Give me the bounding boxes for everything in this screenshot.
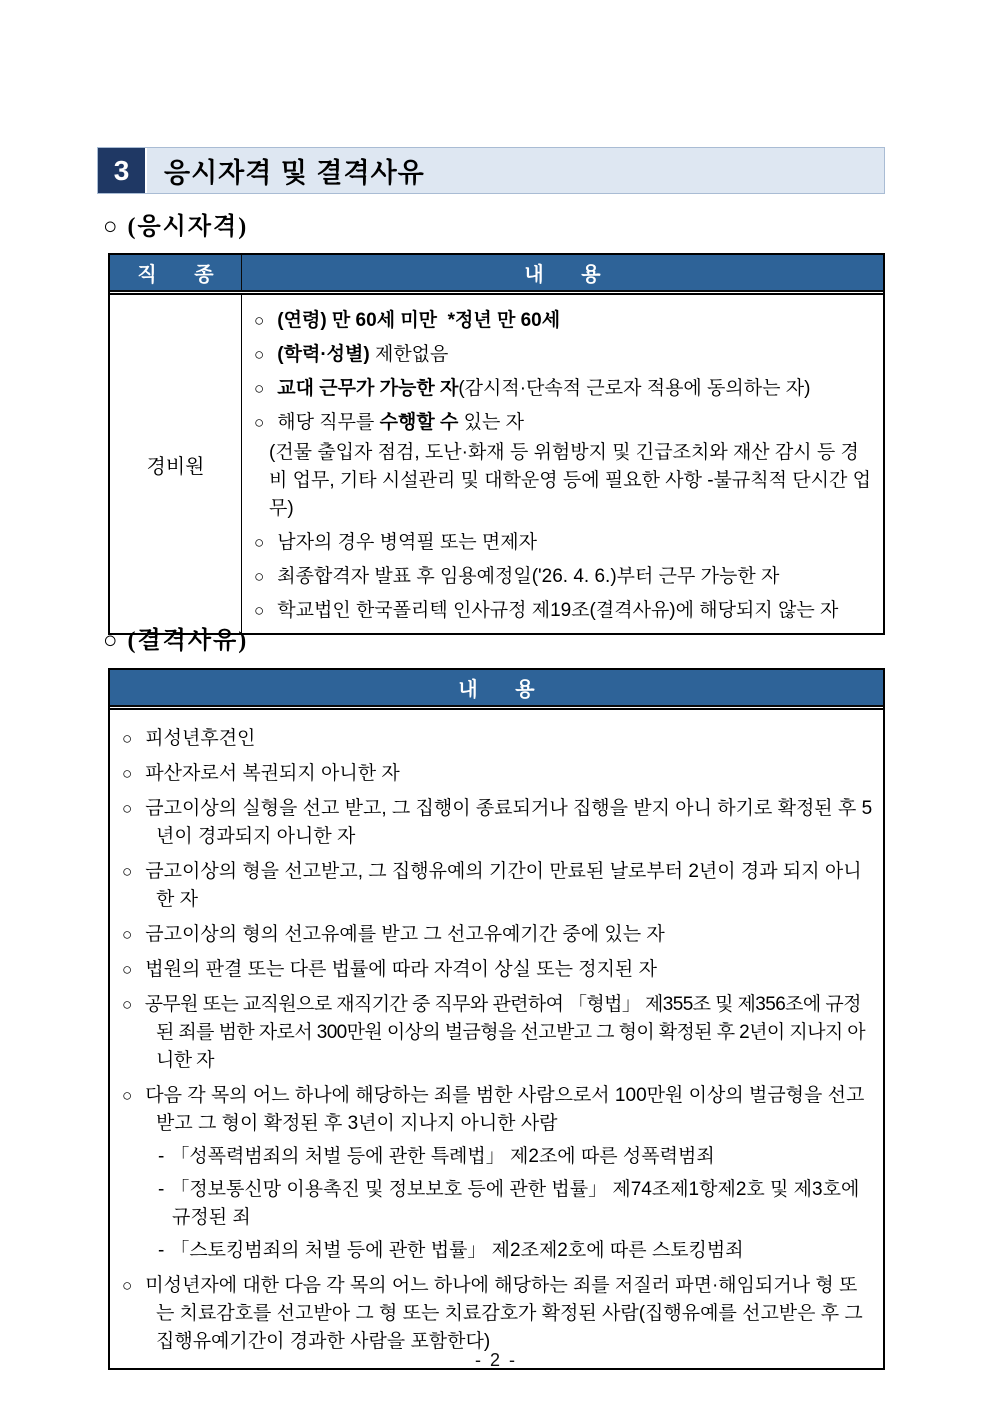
dash-bullet-icon: - xyxy=(158,1240,165,1261)
requirement-item xyxy=(254,341,877,369)
disqualification-text: 「정보통신망 이용촉진 및 정보보호 등에 관한 법률」 제74조제1항제2호 및 제3호에 규정된 죄 xyxy=(170,1179,865,1228)
circle-bullet-icon: ○ xyxy=(254,345,265,364)
disqualification-table xyxy=(108,668,885,1370)
circle-bullet-icon: ○ xyxy=(254,533,265,552)
disqualification-text: 다음 각 목의 어느 하나에 해당하는 죄를 범한 사람으로서 100만원 이상의 벌금형을 선고받고 그 형이 확정된 후 3년이 지나지 아니한 사람 xyxy=(145,1085,865,1134)
requirement-text-bold: 교대 근무가 가능한 자 xyxy=(277,378,459,399)
disqualification-text: 피성년후견인 xyxy=(145,728,256,749)
header-cell-content: 내 용 xyxy=(524,264,617,286)
section-banner xyxy=(97,147,885,194)
dash-bullet-icon: - xyxy=(158,1179,165,1200)
requirement-item xyxy=(254,375,877,403)
disqualification-subitem xyxy=(122,1143,873,1171)
requirement-text: (감시적·단속적 근로자 적용에 동의하는 자) xyxy=(458,378,811,399)
requirement-item xyxy=(254,597,877,625)
disqualification-heading: ○ (결격사유) xyxy=(103,628,249,654)
disqualification-text: 파산자로서 복권되지 아니한 자 xyxy=(145,763,400,784)
disqualification-subitem xyxy=(122,1237,873,1265)
circle-bullet-icon: ○ xyxy=(122,1276,133,1295)
disqualification-item xyxy=(122,795,873,851)
page-number: - 2 - xyxy=(474,1350,517,1370)
disqualification-item xyxy=(122,1082,873,1138)
requirement-text: 남자의 경우 병역필 또는 면제자 xyxy=(277,532,537,553)
header-cell-job-type: 직 종 xyxy=(110,255,242,290)
disqualification-item xyxy=(122,921,873,949)
requirement-item xyxy=(254,307,877,335)
requirement-text-bold: (학력·성별) xyxy=(277,344,370,365)
circle-bullet-icon: ○ xyxy=(122,862,133,881)
section-number-badge: 3 xyxy=(98,148,147,193)
disqualification-text: 공무원 또는 교직원으로 재직기간 중 직무와 관련하여 「형법」 제355조 및 제356조에 규정된 죄를 범한 자로서 300만원 이상의 벌금형을 선고받고 그 형이 확정된 후 2년이 지나지 아니한 자 xyxy=(144,994,866,1071)
disqualification-text: 「성폭력범죄의 처벌 등에 관한 특례법」 제2조에 따른 성폭력범죄 xyxy=(170,1146,715,1167)
circle-bullet-icon: ○ xyxy=(122,925,133,944)
circle-bullet-icon: ○ xyxy=(122,799,133,818)
disqualification-item xyxy=(122,956,873,984)
requirement-item xyxy=(254,563,877,591)
eligibility-table-body xyxy=(110,295,883,633)
disqualification-text: 금고이상의 형의 선고유예를 받고 그 선고유예기간 중에 있는 자 xyxy=(145,924,665,945)
eligibility-content-cell xyxy=(242,295,883,633)
requirement-text: 해당 직무를 xyxy=(277,412,380,433)
requirement-text: 제한없음 xyxy=(369,344,449,365)
disqualification-item xyxy=(122,725,873,753)
requirement-item xyxy=(254,529,877,557)
circle-bullet-icon: ○ xyxy=(122,764,133,783)
disqualification-item xyxy=(122,991,873,1075)
disqualification-text: 법원의 판결 또는 다른 법률에 따라 자격이 상실 또는 정지된 자 xyxy=(145,959,657,980)
job-type-cell: 경비원 xyxy=(110,295,242,633)
eligibility-table xyxy=(108,253,885,635)
circle-bullet-icon: ○ xyxy=(122,1086,133,1105)
disqualification-text: 금고이상의 실형을 선고 받고, 그 집행이 종료되거나 집행을 받지 아니 하기로 확정된 후 5년이 경과되지 아니한 자 xyxy=(145,798,873,847)
disqualification-item xyxy=(122,760,873,788)
requirement-text: 최종합격자 발표 후 임용예정일('26. 4. 6.)부터 근무 가능한 자 xyxy=(277,566,780,587)
circle-bullet-icon: ○ xyxy=(254,601,265,620)
requirement-text-bold: 수행할 수 xyxy=(379,412,459,433)
disqualification-item xyxy=(122,858,873,914)
disqualification-table-body xyxy=(110,710,883,1368)
circle-bullet-icon: ○ xyxy=(254,379,265,398)
requirement-text: 있는 자 xyxy=(458,412,524,433)
eligibility-heading: ○ (응시자격) xyxy=(103,214,249,240)
requirement-text: 학교법인 한국폴리텍 인사규정 제19조(결격사유)에 해당되지 않는 자 xyxy=(277,600,839,621)
disqualification-text: 「스토킹범죄의 처벌 등에 관한 법률」 제2조제2호에 따른 스토킹범죄 xyxy=(170,1240,744,1261)
circle-bullet-icon: ○ xyxy=(254,311,265,330)
circle-bullet-icon: ○ xyxy=(122,960,133,979)
disqualification-table-header-row xyxy=(110,670,883,707)
circle-bullet-icon: ○ xyxy=(122,995,132,1014)
requirement-item xyxy=(254,409,877,437)
disqualification-text: 미성년자에 대한 다음 각 목의 어느 하나에 해당하는 죄를 저질러 파면·해임되거나 형 또는 치료감호를 선고받아 그 형 또는 치료감호가 확정된 사람(집행유예를 선고받은 후 그 집행유예기간이 경과한 사람을 포함한다) xyxy=(145,1275,869,1352)
header-cell-content: 내 용 xyxy=(458,679,551,701)
circle-bullet-icon: ○ xyxy=(254,567,265,586)
dash-bullet-icon: - xyxy=(158,1146,165,1167)
disqualification-text: 금고이상의 형을 선고받고, 그 집행유예의 기간이 만료된 날로부터 2년이 경과 되지 아니한 자 xyxy=(145,861,862,910)
requirement-note: (건물 출입자 점검, 도난·화재 등 위험방지 및 긴급조치와 재산 감시 등 경비 업무, 기타 시설관리 및 대학운영 등에 필요한 사항 -불규칙적 단시간 업무) xyxy=(269,442,871,519)
circle-bullet-icon: ○ xyxy=(122,729,133,748)
disqualification-subitem xyxy=(122,1176,873,1232)
section-title: 응시자격 및 결격사유 xyxy=(164,158,425,188)
disqualification-item xyxy=(122,1272,873,1356)
eligibility-table-header-row xyxy=(110,255,883,292)
requirement-text-bold: (연령) 만 60세 미만 *정년 만 60세 xyxy=(277,310,561,331)
circle-bullet-icon: ○ xyxy=(254,413,265,432)
